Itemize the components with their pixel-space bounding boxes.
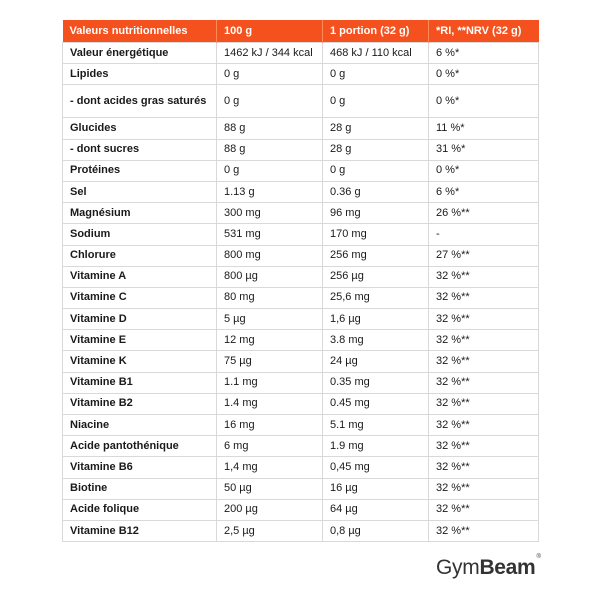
nutrient-name-cell: Protéines [63,160,217,181]
nutrient-name-cell: Valeur énergétique [63,43,217,64]
table-body [63,43,539,542]
table-row [63,309,539,330]
header-per-100g: 100 g [217,20,323,43]
ri-nrv-cell: 6 %* [429,181,539,202]
per-100g-cell: 0 g [217,64,323,85]
ri-nrv-cell: 32 %** [429,330,539,351]
registered-mark: ® [536,554,541,560]
per-100g-cell: 1,4 mg [217,457,323,478]
per-100g-cell: 5 µg [217,309,323,330]
table-row [63,436,539,457]
nutrient-name-cell: Vitamine B1 [63,372,217,393]
ri-nrv-cell: 32 %** [429,520,539,541]
per-portion-cell: 24 µg [323,351,429,372]
per-100g-cell: 80 mg [217,287,323,308]
ri-nrv-cell: 32 %** [429,266,539,287]
per-portion-cell: 0.36 g [323,181,429,202]
nutrient-name-cell: Sodium [63,224,217,245]
per-100g-cell: 88 g [217,118,323,139]
per-portion-cell: 170 mg [323,224,429,245]
table-row [63,415,539,436]
per-100g-cell: 6 mg [217,436,323,457]
per-portion-cell: 0.35 mg [323,372,429,393]
nutrient-name-cell: Biotine [63,478,217,499]
ri-nrv-cell: 32 %** [429,393,539,414]
table-row [63,393,539,414]
per-100g-cell: 531 mg [217,224,323,245]
table-row [63,351,539,372]
per-100g-cell: 0 g [217,160,323,181]
nutrient-name-cell: Niacine [63,415,217,436]
nutrient-name-cell: Vitamine B12 [63,520,217,541]
ri-nrv-cell: 32 %** [429,436,539,457]
per-100g-cell: 88 g [217,139,323,160]
ri-nrv-cell: 32 %** [429,478,539,499]
per-portion-cell: 5.1 mg [323,415,429,436]
ri-nrv-cell: 26 %** [429,203,539,224]
per-100g-cell: 800 µg [217,266,323,287]
ri-nrv-cell: 0 %* [429,64,539,85]
header-row [63,20,539,43]
table-row [63,499,539,520]
table-row [63,224,539,245]
table-header [63,20,539,43]
ri-nrv-cell: 0 %* [429,160,539,181]
ri-nrv-cell: 31 %* [429,139,539,160]
header-per-portion: 1 portion (32 g) [323,20,429,43]
ri-nrv-cell: 32 %** [429,415,539,436]
per-portion-cell: 468 kJ / 110 kcal [323,43,429,64]
gymbeam-logo [436,556,541,580]
per-portion-cell: 16 µg [323,478,429,499]
ri-nrv-cell: 32 %** [429,372,539,393]
per-portion-cell: 0.45 mg [323,393,429,414]
table-row [63,520,539,541]
nutrient-name-cell: Glucides [63,118,217,139]
per-100g-cell: 1.4 mg [217,393,323,414]
nutrient-name-cell: Vitamine D [63,309,217,330]
per-portion-cell: 64 µg [323,499,429,520]
nutrient-name-cell: Lipides [63,64,217,85]
per-portion-cell: 25,6 mg [323,287,429,308]
ri-nrv-cell: 32 %** [429,287,539,308]
per-portion-cell: 0 g [323,160,429,181]
per-portion-cell: 256 mg [323,245,429,266]
per-portion-cell: 0 g [323,64,429,85]
per-100g-cell: 1.13 g [217,181,323,202]
table-row [63,478,539,499]
table-row [63,64,539,85]
per-100g-cell: 12 mg [217,330,323,351]
per-100g-cell: 1462 kJ / 344 kcal [217,43,323,64]
table-row [63,160,539,181]
table-row [63,203,539,224]
per-100g-cell: 50 µg [217,478,323,499]
nutrition-table [62,20,539,542]
table-row [63,43,539,64]
nutrient-name-cell: Acide pantothénique [63,436,217,457]
header-nutrient: Valeurs nutritionnelles [63,20,217,43]
ri-nrv-cell: 6 %* [429,43,539,64]
ri-nrv-cell: 32 %** [429,309,539,330]
table-row [63,181,539,202]
per-100g-cell: 16 mg [217,415,323,436]
per-100g-cell: 1.1 mg [217,372,323,393]
per-portion-cell: 0 g [323,85,429,118]
nutrient-name-cell: Vitamine B2 [63,393,217,414]
nutrient-name-cell: Vitamine K [63,351,217,372]
table-row [63,139,539,160]
ri-nrv-cell: 32 %** [429,351,539,372]
per-100g-cell: 75 µg [217,351,323,372]
per-portion-cell: 1,6 µg [323,309,429,330]
per-100g-cell: 800 mg [217,245,323,266]
nutrient-name-cell: Vitamine B6 [63,457,217,478]
per-100g-cell: 0 g [217,85,323,118]
nutrient-name-cell: Acide folique [63,499,217,520]
nutrient-name-cell: Magnésium [63,203,217,224]
ri-nrv-cell: 27 %** [429,245,539,266]
ri-nrv-cell: 32 %** [429,457,539,478]
per-portion-cell: 0,8 µg [323,520,429,541]
per-portion-cell: 96 mg [323,203,429,224]
logo-text-beam: Beam [479,556,536,579]
header-ri-nrv: *RI, **NRV (32 g) [429,20,539,43]
nutrient-name-cell: Vitamine E [63,330,217,351]
ri-nrv-cell: - [429,224,539,245]
table-row [63,457,539,478]
per-100g-cell: 200 µg [217,499,323,520]
per-100g-cell: 300 mg [217,203,323,224]
nutrient-name-cell: - dont acides gras saturés [63,85,217,118]
nutrient-name-cell: Chlorure [63,245,217,266]
table-row [63,118,539,139]
ri-nrv-cell: 11 %* [429,118,539,139]
per-portion-cell: 1.9 mg [323,436,429,457]
ri-nrv-cell: 32 %** [429,499,539,520]
table-row [63,266,539,287]
ri-nrv-cell: 0 %* [429,85,539,118]
logo-text-gym: Gym [436,556,480,579]
per-portion-cell: 28 g [323,139,429,160]
table-row [63,330,539,351]
table-row [63,287,539,308]
per-portion-cell: 0,45 mg [323,457,429,478]
per-portion-cell: 256 µg [323,266,429,287]
per-portion-cell: 3.8 mg [323,330,429,351]
table-row [63,372,539,393]
nutrient-name-cell: - dont sucres [63,139,217,160]
nutrient-name-cell: Sel [63,181,217,202]
table-row [63,245,539,266]
table-row [63,85,539,118]
nutrient-name-cell: Vitamine C [63,287,217,308]
per-100g-cell: 2,5 µg [217,520,323,541]
nutrient-name-cell: Vitamine A [63,266,217,287]
per-portion-cell: 28 g [323,118,429,139]
